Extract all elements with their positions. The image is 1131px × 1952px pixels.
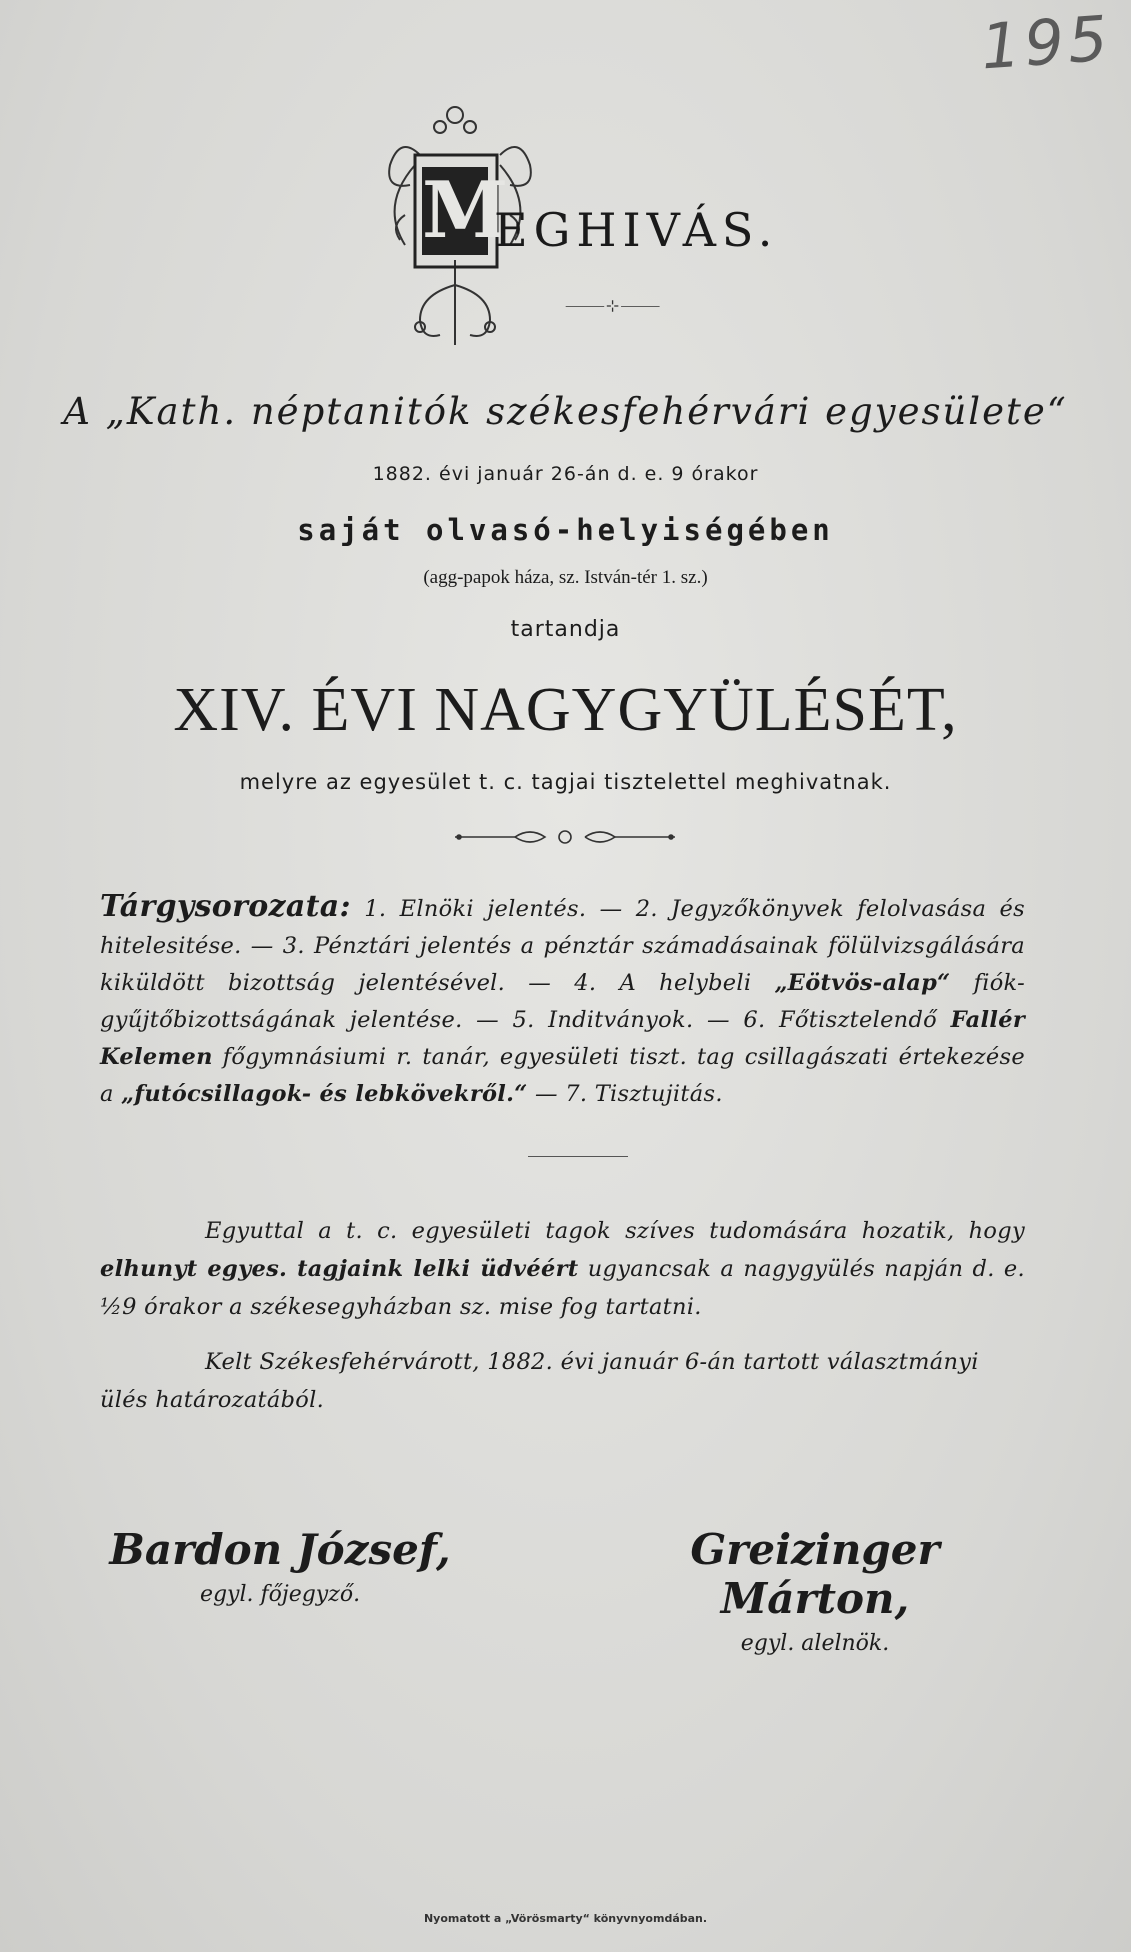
tartandja-line: tartandja — [510, 617, 621, 642]
agenda-text-1: 1. Elnöki jelentés. — 2. Jegyzőkönyvek felolvasása és hitelesitése. — 3. Pénztári jelentés a pénztár számadásainak fölülvizsgálására kiküldött bizottság jelentésével. — 4. A helybeli — [100, 896, 1025, 996]
address-line: (agg-papok háza, sz. István-tér 1. sz.) — [423, 567, 708, 588]
archive-number: 195 — [978, 1, 1114, 84]
members-line: melyre az egyesület t. c. tagjai tisztelettel meghivatnak. — [239, 770, 892, 794]
agenda-paragraph — [100, 888, 1025, 1113]
section-rule — [528, 1156, 628, 1157]
notice-text-1: Egyuttal a t. c. egyesületi tagok szíves tudomására hozatik, hogy — [205, 1218, 1025, 1244]
ornamental-divider — [455, 822, 675, 852]
signature-role: egyl. alelnök. — [740, 1631, 890, 1656]
signature-right — [600, 1525, 1030, 1656]
signature-role: egyl. főjegyző. — [199, 1582, 361, 1607]
notice-bold-1: elhunyt egyes. tagjaink lelki üdvéért — [100, 1256, 579, 1282]
signature-name: Bardon József, — [109, 1525, 451, 1574]
notice-text-2: ugyancsak a nagygyülés napján d. e. ½9 órakor a székesegyházban sz. mise fog tartatni. — [100, 1256, 1025, 1320]
agenda-text-3: főgymnásiumi r. tanár, egyesületi tiszt. tag csillagászati értekezése a — [100, 1044, 1025, 1107]
printer-imprint: Nyomatott a „Vörösmarty“ könyvnyomdában. — [423, 1912, 708, 1925]
title-flourish: ⸻⊹⸻ — [565, 296, 662, 315]
agenda-text-2: fiók-gyűjtőbizottságának jelentése. — 5. Inditványok. — 6. Főtisztelendő — [100, 970, 1025, 1033]
date-line: 1882. évi január 26-án d. e. 9 órakor — [372, 463, 759, 485]
place-line: saját olvasó-helyiségében — [297, 513, 834, 547]
signature-left — [100, 1525, 460, 1607]
agenda-bold-3: „futócsillagok- és lebkövekről.“ — [121, 1081, 528, 1107]
notice-paragraph — [100, 1212, 1025, 1326]
assembly-heading: XIV. ÉVI NAGYGYÜLÉSÉT, — [173, 676, 958, 744]
agenda-text-4: — 7. Tisztujitás. — [527, 1081, 723, 1107]
agenda-heading: Tárgysorozata: — [100, 889, 351, 924]
agenda-bold-1: „Eötvös-alap“ — [774, 970, 951, 996]
agenda-bold-2: Fallér Kelemen — [100, 1007, 1025, 1070]
association-name: A „Kath. néptanitók székesfehérvári egyesülete“ — [63, 390, 1068, 433]
signature-name: Greizinger Márton, — [690, 1525, 940, 1623]
page-title: EGHIVÁS. — [494, 203, 779, 257]
title-initial: M — [422, 165, 509, 256]
title-block — [360, 95, 880, 350]
dated-paragraph: Kelt Székesfehérvárott, 1882. évi január 6-án tartott választmányi ülés határozatából. — [100, 1349, 979, 1413]
